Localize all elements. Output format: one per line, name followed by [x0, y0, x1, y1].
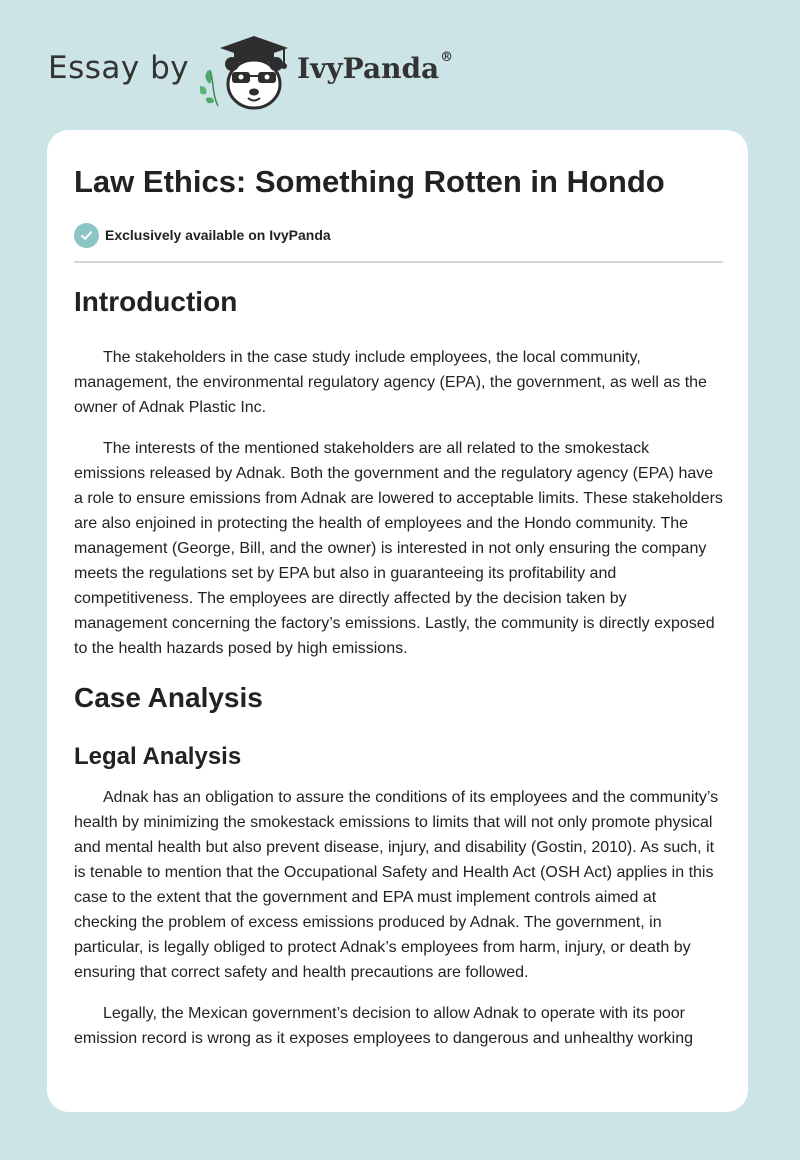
check-icon	[74, 223, 99, 248]
heading-case-analysis: Case Analysis	[74, 682, 263, 713]
ivypanda-logo-icon[interactable]	[200, 32, 292, 112]
legal-paragraph-2: Legally, the Mexican government’s decision to allow Adnak to operate with its poor emission record is wrong as it exposes employees to dangerous and unhealthy working	[74, 1005, 694, 1047]
essay-content	[74, 280, 723, 1051]
exclusive-badge	[74, 222, 331, 248]
registered-mark: ®	[440, 50, 454, 65]
essay-title: Law Ethics: Something Rotten in Hondo	[74, 164, 665, 199]
intro-paragraph-2: The interests of the mentioned stakeholders are all related to the smokestack emissions released by Adnak. Both the government and the regulatory agency (EPA) have a role to ensure emissions from Adnak are lowered to acceptable limits. These stakeholders are also enjoined in protecting the health of employees and the Hondo community. The management (George, Bill, and the owner) is interested in not only ensuring the company meets the regulations set by EPA but also in guaranteeing its profitability and competitiveness. The employees are directly affected by the decision taken by management concerning the factory’s emissions. Lastly, the community is directly exposed to the health hazards posed by high emissions.	[74, 440, 723, 657]
essay-by-label: Essay by	[48, 50, 190, 86]
heading-legal-analysis: Legal Analysis	[74, 743, 242, 770]
brand-text: IvyPanda	[297, 52, 440, 85]
title-divider	[74, 261, 723, 263]
brand-name[interactable]	[297, 52, 453, 85]
heading-introduction: Introduction	[74, 286, 238, 317]
intro-paragraph-1: The stakeholders in the case study include employees, the local community, management, the environmental regulatory agency (EPA), the government, as well as the owner of Adnak Plastic Inc.	[74, 349, 707, 416]
legal-paragraph-1: Adnak has an obligation to assure the conditions of its employees and the community’s health by minimizing the smokestack emissions to limits that will not only promote physical and mental health but also prevent disease, injury, and disability (Gostin, 2010). As such, it is tenable to mention that the Occupational Safety and Health Act (OSH Act) applies in this case to the extent that the government and EPA must implement controls aimed at checking the problem of excess emissions produced by Adnak. The government, in particular, is legally obliged to protect Adnak’s employees from harm, injury, or death by ensuring that correct safety and health precautions are followed.	[74, 789, 719, 981]
essay-card	[47, 130, 748, 1112]
exclusive-badge-label: Exclusively available on IvyPanda	[105, 227, 331, 243]
site-header	[0, 0, 800, 130]
